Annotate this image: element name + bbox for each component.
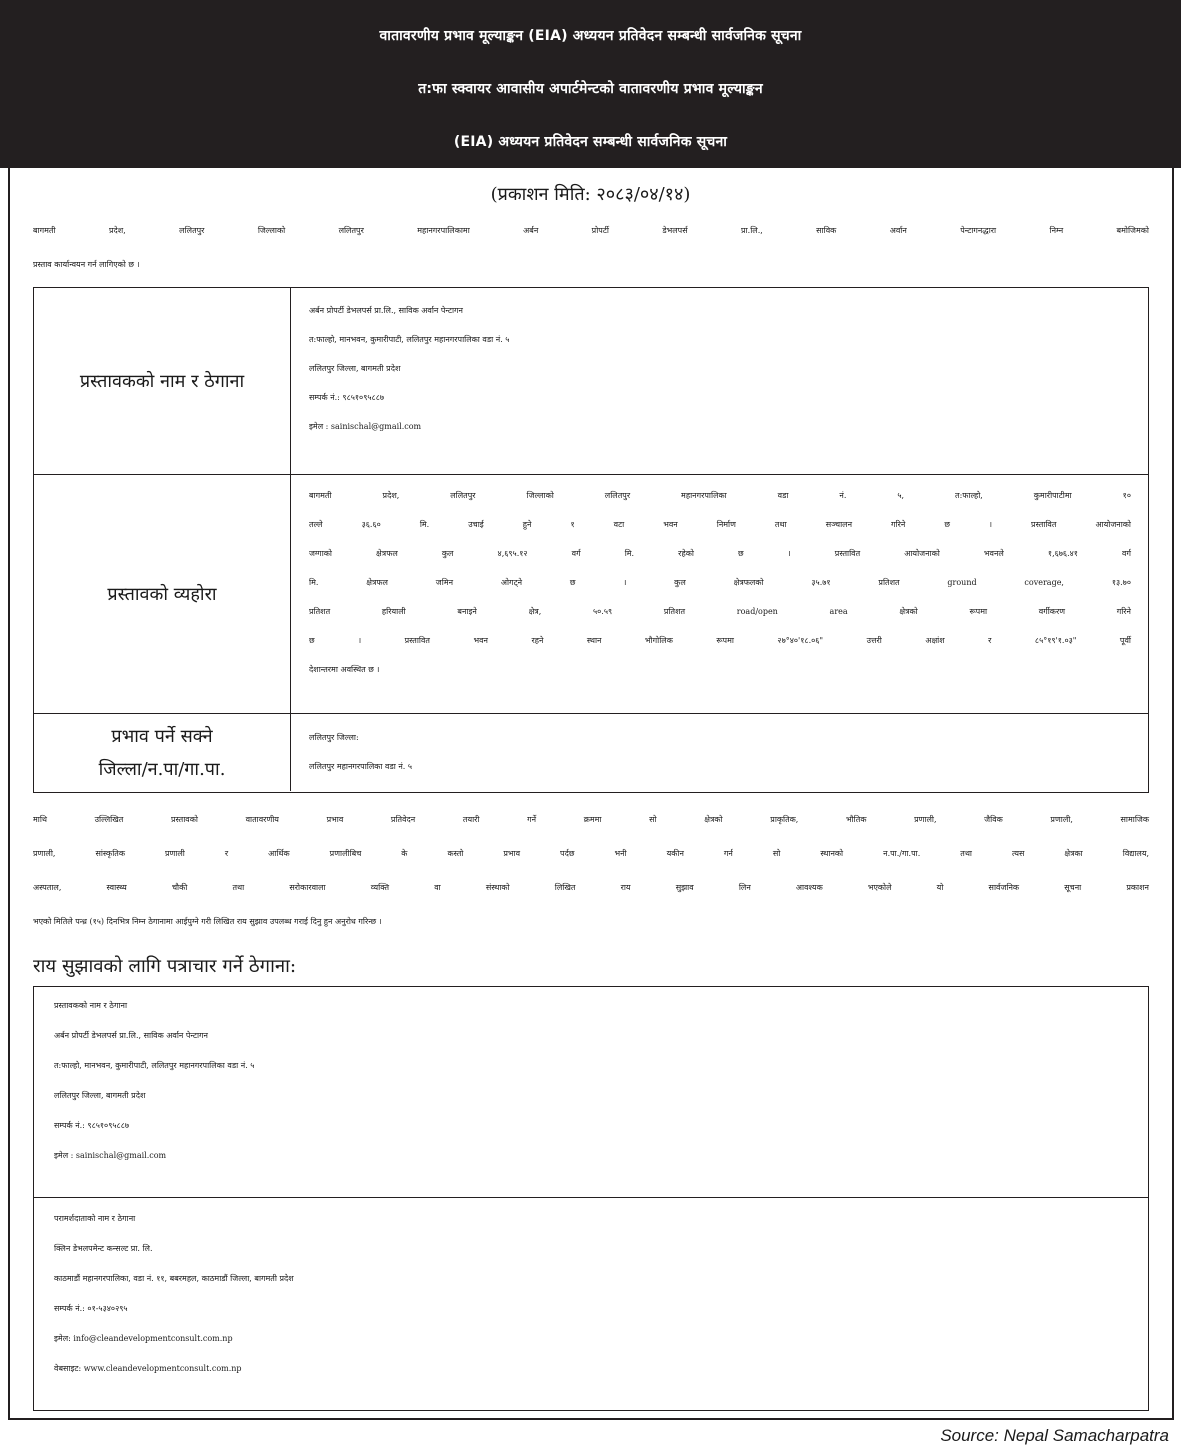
proponent-box-line: अर्बन प्रोपर्टी डेभलपर्स प्रा.लि., साविक अर्वान पेन्टागन bbox=[54, 1031, 208, 1040]
consultant-box-website: वेबसाइट: www.cleandevelopmentconsult.com.np bbox=[54, 1364, 242, 1373]
consultant-box-email: इमेल: info@cleandevelopmentconsult.com.np bbox=[54, 1334, 233, 1343]
correspondence-label: राय सुझावको लागि पत्राचार गर्ने ठेगाना: bbox=[33, 956, 297, 977]
affected-area-value bbox=[309, 723, 1131, 781]
proponent-box-line: त:फाल्हो, मानभवन, कुमारीपाटी, ललितपुर महानगरपालिका वडा नं. ५ bbox=[54, 1061, 255, 1070]
consultant-address-box bbox=[34, 1197, 1148, 1409]
header-title-line: (EIA) अध्ययन प्रतिवेदन सम्बन्धी सार्वजनिक सूचना bbox=[453, 134, 728, 150]
proponent-box-email: इमेल : sainischal@gmail.com bbox=[54, 1151, 167, 1160]
project-details-table bbox=[33, 287, 1149, 793]
consultant-box-heading: परामर्शदाताको नाम र ठेगाना bbox=[54, 1214, 136, 1223]
proposal-line: देशान्तरमा अवस्थित छ । bbox=[309, 665, 380, 674]
intro-line: बागमती प्रदेश, ललितपुर जिल्लाको ललितपुर महानगरपालिकामा अर्बन प्रोपर्टी डेभलपर्स प्रा.लि., साविक अर्वान पेन्टागनद्धारा निम्न बमोजिमको bbox=[33, 226, 1149, 235]
proposal-line: जग्गाको क्षेत्रफल कुल ४,६९५.१२ वर्ग मि. रहेको छ । प्रस्तावित आयोजनाको भवनले १,६७६.४१ वर्ग bbox=[309, 549, 1131, 558]
request-paragraph bbox=[33, 803, 1149, 939]
consultant-box-line: क्लिन डेभलपमेन्ट कन्सल्ट प्रा. लि. bbox=[54, 1244, 153, 1253]
proponent-line: ललितपुर जिल्ला, बागमती प्रदेश bbox=[309, 364, 401, 373]
proponent-address-box bbox=[34, 991, 1148, 1181]
proposal-line: छ । प्रस्तावित भवन रहने स्थान भौगोलिक रूपमा २७°४०'१८.०६" उत्तरी अक्षांश र ८५°१९'१.०३" पूर्वी bbox=[309, 636, 1131, 645]
proponent-line: सम्पर्क नं.: ९८५१०९५८८७ bbox=[309, 393, 385, 402]
affected-area-label: प्रभाव पर्ने सक्ने जिल्ला/न.पा/गा.पा. bbox=[34, 714, 291, 791]
proponent-email: इमेल : sainischal@gmail.com bbox=[309, 422, 422, 431]
correspondence-table bbox=[33, 986, 1149, 1411]
header-title-line: त:फा स्क्वायर आवासीय अपार्टमेन्टको वातावरणीय प्रभाव मूल्याङ्कन bbox=[418, 81, 763, 97]
proponent-row bbox=[34, 288, 1148, 474]
publication-date: (प्रकाशन मिति: २०८३/०४/१४) bbox=[490, 184, 691, 205]
proponent-box-heading: प्रस्तावकको नाम र ठेगाना bbox=[54, 1001, 128, 1010]
affected-area-row bbox=[34, 713, 1148, 791]
source-credit: Source: Nepal Samacharpatra bbox=[940, 1426, 1169, 1445]
proponent-line: अर्बन प्रोपर्टी डेभलपर्स प्रा.लि., साविक अर्वान पेन्टागन bbox=[309, 306, 463, 315]
intro-line: प्रस्ताव कार्यान्वयन गर्न लागिएको छ । bbox=[33, 260, 140, 269]
request-line: माथि उल्लिखित प्रस्तावको वातावरणीय प्रभाव प्रतिवेदन तयारी गर्ने क्रममा सो क्षेत्रको प्राकृतिक, भौतिक प्रणाली, जैविक प्रणाली, सामाजिक bbox=[33, 815, 1149, 824]
request-line: अस्पताल, स्वास्थ्य चौकी तथा सरोकारवाला व्यक्ति वा संस्थाको लिखित राय सुझाव लिन आवश्यक भएकोले यो सार्वजनिक सूचना प्रकाशन bbox=[33, 883, 1149, 892]
request-line: भएको मितिले पन्ध्र (१५) दिनभित्र निम्न ठेगानामा आईपुग्ने गरी लिखित राय सुझाव उपलब्ध गराई दिनु हुन अनुरोध गरिन्छ । bbox=[33, 917, 382, 926]
proponent-line: त:फाल्हो, मानभवन, कुमारीपाटी, ललितपुर महानगरपालिका वडा नं. ५ bbox=[309, 335, 510, 344]
affected-area-line: ललितपुर महानगरपालिका वडा नं. ५ bbox=[309, 762, 413, 771]
request-line: प्रणाली, सांस्कृतिक प्रणाली र आर्थिक प्रणालीबिच के कस्तो प्रभाव पर्दछ भनी यकीन गर्न सो स्थानको न.पा./गा.पा. तथा त्यस क्षेत्रका विद्यालय, bbox=[33, 849, 1149, 858]
consultant-box-line: काठमाडौं महानगरपालिका, वडा नं. ११, बबरमहल, काठमाडौं जिल्ला, बागमती प्रदेश bbox=[54, 1274, 294, 1283]
proposal-line: मि. क्षेत्रफल जमिन ओगट्ने छ । कुल क्षेत्रफलको ३५.७१ प्रतिशत ground coverage, १३.७० bbox=[309, 578, 1131, 587]
affected-area-line: ललितपुर जिल्ला: bbox=[309, 733, 359, 742]
notice-header bbox=[0, 0, 1181, 168]
proponent-label: प्रस्तावकको नाम र ठेगाना bbox=[34, 288, 291, 474]
proponent-box-line: सम्पर्क नं.: ९८५१०९५८८७ bbox=[54, 1121, 130, 1130]
proponent-value bbox=[309, 296, 1131, 441]
intro-paragraph bbox=[33, 214, 1149, 282]
proposal-row bbox=[34, 474, 1148, 713]
proposal-line: प्रतिशत हरियाली बनाइने क्षेत्र, ५०.५९ प्रतिशत road/open area क्षेत्रको रूपमा वर्गीकरण गरिने bbox=[309, 607, 1131, 616]
header-title-line: वातावरणीय प्रभाव मूल्याङ्कन (EIA) अध्ययन प्रतिवेदन सम्बन्धी सार्वजनिक सूचना bbox=[379, 28, 802, 44]
proposal-value bbox=[309, 481, 1131, 684]
proposal-label: प्रस्तावको व्यहोरा bbox=[34, 475, 291, 713]
proponent-box-line: ललितपुर जिल्ला, बागमती प्रदेश bbox=[54, 1091, 146, 1100]
proposal-line: तल्ले ३६.६० मि. उचाई हुने १ वटा भवन निर्माण तथा सञ्चालन गरिने छ । प्रस्तावित आयोजनाको bbox=[309, 520, 1131, 529]
consultant-box-line: सम्पर्क नं.: ०१-५३४०२९५ bbox=[54, 1304, 128, 1313]
proposal-line: बागमती प्रदेश, ललितपुर जिल्लाको ललितपुर महानगरपालिका वडा नं. ५, त:फाल्हो, कुमारीपाटीमा १० bbox=[309, 491, 1131, 500]
